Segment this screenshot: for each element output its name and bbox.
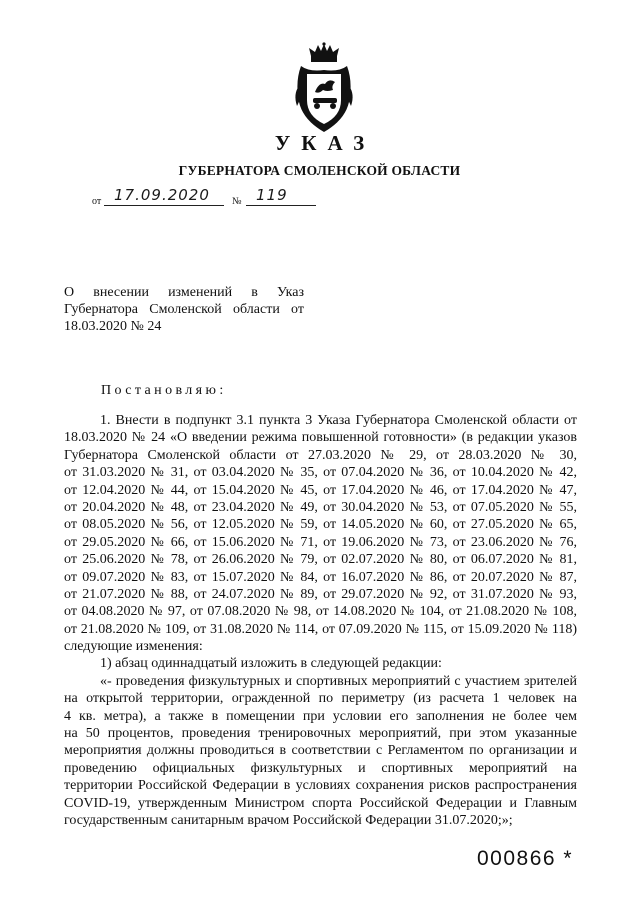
decree-subject — [64, 284, 304, 335]
body-line: COVID-19, утвержденным Министром спорта Российской Федерации и Главным — [64, 795, 577, 811]
body-line: от 12.04.2020 № 44, от 15.04.2020 № 45, от 17.04.2020 № 46, от 17.04.2020 № 47, — [64, 482, 577, 498]
number-prefix: № — [232, 196, 242, 207]
document-subtitle: ГУБЕРНАТОРА СМОЛЕНСКОЙ ОБЛАСТИ — [178, 163, 461, 178]
subject-line: О внесении изменений в Указ — [64, 285, 304, 300]
body-line: мероприятия должны проводиться в соответствии с Регламентом по организации и — [64, 743, 577, 759]
decree-body — [64, 412, 577, 829]
body-line: от 21.08.2020 № 109, от 31.08.2020 № 114, от 07.09.2020 № 115, от 15.09.2020 № 118) — [64, 621, 577, 637]
body-line: от 04.08.2020 № 97, от 07.08.2020 № 98, от 14.08.2020 № 104, от 21.08.2020 № 108, — [64, 604, 577, 620]
body-line: проведению официальных физкультурных и спортивных мероприятий на — [64, 760, 577, 776]
date-handwritten: 17.09.2020 — [114, 186, 210, 204]
number-handwritten: 119 — [256, 186, 288, 204]
decree-resolve-word: Постановляю: — [101, 383, 227, 398]
body-line: от 31.03.2020 № 31, от 03.04.2020 № 35, от 07.04.2020 № 36, от 10.04.2020 № 42, — [64, 465, 577, 481]
coat-of-arms-emblem — [293, 42, 355, 134]
body-line: Губернатора Смоленской области от 27.03.2020 № 29, от 28.03.2020 № 30, — [64, 447, 577, 463]
body-line: от 08.05.2020 № 56, от 12.05.2020 № 59, от 14.05.2020 № 60, от 27.05.2020 № 65, — [64, 517, 577, 533]
body-line: от 29.05.2020 № 66, от 15.06.2020 № 71, от 19.06.2020 № 73, от 23.06.2020 № 76, — [64, 534, 577, 550]
body-line: на 50 процентов, проведения тренировочных мероприятий, при этом указанные — [64, 726, 577, 742]
body-line: 18.03.2020 № 24 «О введении режима повышенной готовности» (в редакции указов — [64, 430, 577, 446]
body-line: государственным санитарным врачом Российской Федерации 31.07.2020;»; — [64, 812, 513, 828]
body-line: от 25.06.2020 № 78, от 26.06.2020 № 79, от 02.07.2020 № 80, от 06.07.2020 № 81, — [64, 552, 577, 568]
body-line: от 09.07.2020 № 83, от 15.07.2020 № 84, от 16.07.2020 № 86, от 20.07.2020 № 87, — [64, 569, 577, 585]
subject-line: 18.03.2020 № 24 — [64, 319, 162, 334]
body-line: 1. Внести в подпункт 3.1 пункта 3 Указа Губернатора Смоленской области от — [100, 413, 577, 428]
document-title: УКАЗ — [274, 131, 376, 155]
number-underline — [246, 205, 316, 206]
body-line: «- проведения физкультурных и спортивных мероприятий с участием зрителей — [100, 673, 577, 689]
body-line: на открытой территории, огражденной по периметру (из расчета 1 человек на — [64, 691, 577, 707]
body-line: 4 кв. метра), а также в помещении при условии его заполнения не более чем — [64, 708, 577, 724]
subject-line: Губернатора Смоленской области от — [64, 302, 304, 317]
body-line: от 20.04.2020 № 48, от 23.04.2020 № 49, от 30.04.2020 № 53, от 07.05.2020 № 55, — [64, 499, 577, 515]
body-line: от 21.07.2020 № 88, от 24.07.2020 № 89, от 29.07.2020 № 92, от 31.07.2020 № 93, — [64, 586, 577, 602]
date-underline — [104, 205, 224, 206]
body-line: территории Российской Федерации в условиях сохранения рисков распространения — [64, 778, 577, 794]
body-line: следующие изменения: — [64, 639, 203, 655]
registration-number: 000866 * — [477, 847, 574, 870]
body-line: 1) абзац одиннадцатый изложить в следующей редакции: — [100, 656, 442, 672]
date-prefix: от — [92, 196, 102, 207]
